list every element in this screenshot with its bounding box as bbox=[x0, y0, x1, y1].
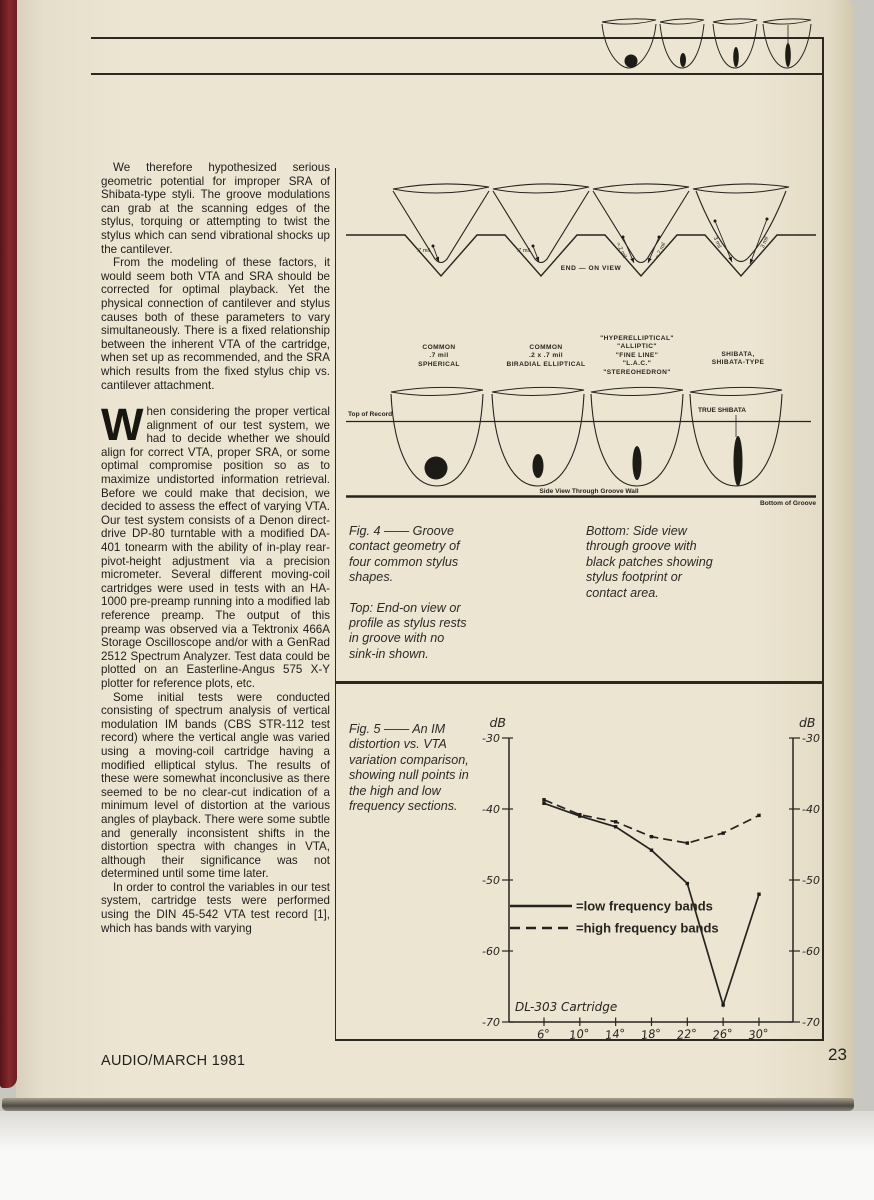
stylus-name-label: COMMON .2 x .7 mil BIRADIAL ELLIPTICAL bbox=[506, 344, 586, 368]
fig4-caption-bottom: Bottom: Side view through groove with black patches showing stylus footprint or contact area. bbox=[586, 524, 713, 600]
cone-sides bbox=[393, 191, 489, 263]
stylus-name-label: COMMON .7 mil SPHERICAL bbox=[418, 344, 460, 368]
contact-footprint-patch bbox=[633, 446, 642, 480]
y-tick-label-left: -50 bbox=[482, 874, 500, 887]
page-bottom-edge bbox=[2, 1098, 854, 1111]
contact-footprint-patch bbox=[733, 47, 739, 67]
footer-magazine-date: AUDIO/MARCH 1981 bbox=[101, 1053, 246, 1069]
stylus-name-label: "HYPERELLIPTICAL" "ALLIPTIC" "FINE LINE" "L.A.C." "STEREOHEDRON" bbox=[600, 335, 674, 376]
fig5-caption: Fig. 5 —— An IM distortion vs. VTA variation comparison, showing null points in the high and low frequency sections. bbox=[349, 722, 469, 814]
data-point-marker bbox=[757, 814, 760, 817]
y-tick-label-right: -70 bbox=[802, 1016, 820, 1029]
tip-dimension-label: 3 mil bbox=[759, 235, 771, 250]
y-axis-unit-left: dB bbox=[489, 715, 506, 730]
cone-sides bbox=[593, 191, 689, 263]
data-point-marker bbox=[686, 882, 689, 885]
fig4-caption-main: Fig. 4 —— Groove contact geometry of four common stylus shapes. bbox=[349, 524, 460, 585]
x-tick-label: 6° bbox=[536, 1026, 551, 1042]
data-point-marker bbox=[650, 848, 653, 851]
dropcap-initial: W bbox=[101, 399, 144, 451]
cup-top-lens bbox=[690, 387, 782, 395]
cup-top-lens bbox=[713, 19, 757, 24]
fig5-im-distortion-chart bbox=[471, 698, 826, 1050]
cup-top-lens bbox=[391, 387, 483, 395]
y-tick-label-left: -70 bbox=[482, 1016, 500, 1029]
end-on-stylus-cone bbox=[493, 184, 589, 263]
x-tick-label: 26° bbox=[711, 1025, 734, 1043]
chart-annotation: DL-303 Cartridge bbox=[515, 1000, 618, 1014]
top-of-record-label: Top of Record bbox=[348, 411, 393, 418]
data-point-marker bbox=[614, 820, 617, 823]
data-point-marker bbox=[721, 831, 724, 834]
article-paragraph: We therefore hypothesized serious geometric potential for improper SRA of Shibata-type styli. The groove modulations can grab at the scanning edges of the stylus, torquing or attempting to twist the stylus which can send vibrational shocks up the cantilever. bbox=[101, 161, 330, 256]
groove-wall-label: Side View Through Groove Wall bbox=[539, 488, 639, 495]
legend-label: =high frequency bands bbox=[576, 920, 719, 936]
true-shibata-label: TRUE SHIBATA bbox=[697, 407, 747, 414]
tip-dimension-label: ≈.2 mil bbox=[614, 241, 628, 260]
cup-top-lens bbox=[660, 19, 704, 24]
x-tick-label: 30° bbox=[747, 1025, 770, 1043]
stylus-name-label: SHIBATA, SHIBATA-TYPE bbox=[711, 351, 765, 367]
legend-label: =low frequency bands bbox=[576, 898, 713, 914]
end-on-stylus-cone bbox=[593, 184, 689, 263]
contact-footprint-patch bbox=[785, 43, 791, 67]
page-paper bbox=[16, 0, 854, 1104]
x-tick-label: 10° bbox=[568, 1025, 591, 1043]
contact-footprint-patch bbox=[425, 457, 448, 480]
x-tick-label: 18° bbox=[640, 1025, 662, 1043]
cup-top-lens bbox=[492, 387, 584, 395]
cone-top-lens bbox=[693, 184, 789, 193]
cup-top-lens bbox=[763, 19, 811, 24]
leader-arrow-dot bbox=[766, 218, 769, 221]
fig4-caption bbox=[349, 524, 471, 662]
data-point-marker bbox=[542, 798, 545, 801]
contact-footprint-patch bbox=[533, 454, 544, 478]
contact-footprint-patch bbox=[680, 53, 686, 67]
y-axis-unit-right: dB bbox=[799, 715, 816, 730]
cone-top-lens bbox=[493, 184, 589, 193]
data-point-marker bbox=[614, 825, 617, 828]
article-paragraph: From the modeling of these factors, it would seem both VTA and SRA should be corrected for optimal playback. Yet the physical connection of cantilever and stylus causes both of these parameters to vary simultaneously. There is a fixed relationship between the inherent VTA of the cartridge, when set up as recommended, and the SRA which results from the fixed stylus chip vs. cantilever attachment. bbox=[101, 256, 330, 392]
article-paragraph: When considering the proper vertical alignment of our test system, we had to decide whether we should align for correct VTA, proper SRA, or some optimal compromise position so as to maximize undistorted information retrieval. Before we could make that decision, we decided to assess the effect of varying VTA. Our test system consists of a Denon direct-drive DP-80 turntable with a modified DA-401 tonearm with the ability of in-play rear-pivot-height adjustment via a precision micrometer. Several different moving-coil cartridges were used in tests with an HA-1000 pre-preamp running into a modified lab reference preamp. The output of this preamp was observed via a Tektronix 466A Storage Oscilloscope and/or with a GenRad 2512 Spectrum Analyzer. Test data could be plotted on an Easterline-Angus 575 X-Y plotter for reference plots, etc. bbox=[101, 399, 330, 690]
leader-arrow-dot bbox=[658, 236, 661, 239]
cone-top-lens bbox=[593, 184, 689, 193]
end-on-stylus-cone bbox=[693, 184, 789, 262]
y-tick-label-right: -60 bbox=[802, 945, 820, 958]
leader-arrow-head bbox=[648, 258, 652, 263]
y-tick-label-left: -60 bbox=[482, 945, 500, 958]
cup-top-lens bbox=[591, 387, 683, 395]
magazine-spine-edge bbox=[0, 0, 17, 1088]
tip-dimension-label: .7 mil bbox=[416, 248, 430, 254]
figure-separator-rule bbox=[336, 681, 822, 684]
contact-footprint-patch bbox=[625, 55, 638, 68]
tip-dimension-label: 3 mil bbox=[711, 235, 723, 250]
y-tick-label-left: -40 bbox=[482, 803, 500, 816]
cone-top-lens bbox=[393, 184, 489, 193]
data-point-marker bbox=[578, 813, 581, 816]
x-tick-label: 22° bbox=[676, 1025, 698, 1043]
tip-dimension-label: .7 mil bbox=[516, 248, 530, 254]
header-styli-illustration bbox=[594, 2, 826, 78]
y-tick-label-right: -40 bbox=[802, 803, 820, 816]
article-paragraph: In order to control the variables in our test system, cartridge tests were performed using the DIN 45-542 VTA test record [1], which has bands with varying bbox=[101, 880, 330, 935]
leader-arrow-dot bbox=[532, 245, 535, 248]
fig4-end-on-view-illustration bbox=[336, 163, 822, 341]
fig4-caption-top: Top: End-on view or profile as stylus rests in groove with no sink-in shown. bbox=[349, 600, 467, 661]
leader-arrow-head bbox=[630, 258, 634, 263]
footer-page-number: 23 bbox=[828, 1045, 847, 1064]
article-text-column bbox=[101, 161, 330, 935]
cone-sides bbox=[696, 191, 786, 262]
cup-top-lens bbox=[602, 19, 656, 24]
end-on-view-label: END — ON VIEW bbox=[560, 265, 622, 272]
data-point-marker bbox=[650, 835, 653, 838]
article-paragraph: Some initial tests were conducted consisting of spectrum analysis of vertical modulation IM bands (CBS STR-112 test record) where the vertical angle was varied using a moving-coil cartridge having a modified elliptical stylus. The results of these were somewhat inconclusive as there seemed to be no clear-cut indication of a minimum level of distortion at the various angles of playback. There were some subtle and generally inconsistent shifts in the distortion spectra with changes in VTA, although their significance was not determined until some time later. bbox=[101, 690, 330, 881]
fig4-side-view-illustration bbox=[336, 383, 822, 511]
y-tick-label-right: -30 bbox=[802, 732, 820, 745]
cone-sides bbox=[493, 191, 589, 263]
leader-arrow-dot bbox=[714, 220, 717, 223]
data-point-marker bbox=[721, 1003, 724, 1006]
y-tick-label-left: -30 bbox=[482, 732, 500, 745]
contact-footprint-patch bbox=[734, 436, 743, 486]
bottom-of-groove-label: Bottom of Groove bbox=[759, 500, 816, 507]
end-on-stylus-cone bbox=[393, 184, 489, 263]
data-point-marker bbox=[757, 893, 760, 896]
data-point-marker bbox=[542, 802, 545, 805]
tip-dimension-label: ≈.2 mil bbox=[654, 241, 668, 260]
x-tick-label: 14° bbox=[604, 1025, 627, 1043]
y-tick-label-right: -50 bbox=[802, 874, 820, 887]
leader-arrow-dot bbox=[432, 245, 435, 248]
leader-arrow-dot bbox=[622, 236, 625, 239]
data-point-marker bbox=[686, 841, 689, 844]
scanner-background bbox=[0, 1111, 874, 1200]
